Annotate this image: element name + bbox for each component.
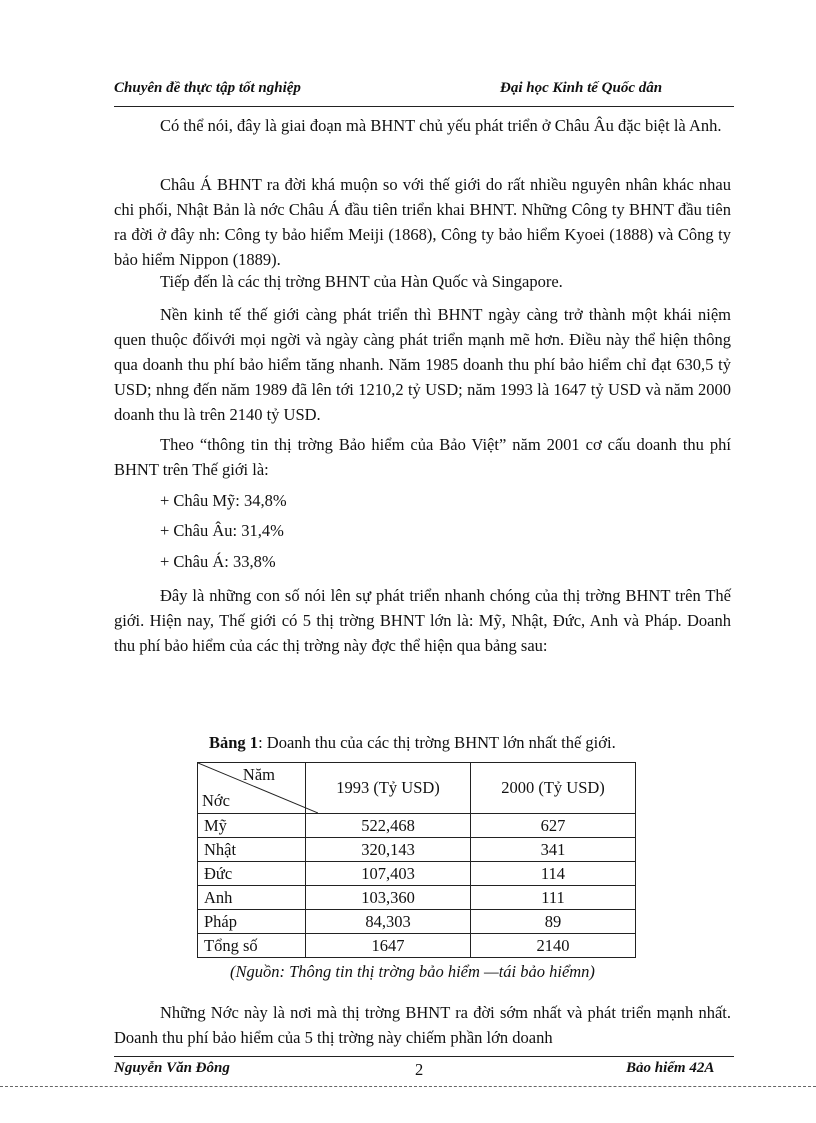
value-1993-cell: 84,303 <box>306 910 471 934</box>
bullet-asia: + Châu Á: 33,8% <box>160 552 276 571</box>
table-row <box>198 838 636 862</box>
header-left-title: Chuyên đề thực tập tốt nghiệp <box>114 80 301 96</box>
header-rule <box>114 106 734 107</box>
country-cell: Nhật <box>198 838 306 862</box>
bullet-americas: + Châu Mỹ: 34,8% <box>160 491 287 510</box>
table-total-row <box>198 934 636 958</box>
table-row <box>198 862 636 886</box>
value-2000-cell: 89 <box>471 910 636 934</box>
value-1993-cell: 522,468 <box>306 814 471 838</box>
paragraph-1: Có thể nói, đây là giai đoạn mà BHNT chủ yếu phát triển ở Châu Âu đặc biệt là Anh. <box>160 116 722 135</box>
table-row <box>198 814 636 838</box>
table-caption-label: Bảng 1 <box>209 733 259 752</box>
bullet-europe: + Châu Âu: 31,4% <box>160 521 284 540</box>
footer-author: Nguyễn Văn Đông <box>114 1060 230 1076</box>
value-2000-cell: 341 <box>471 838 636 862</box>
paragraph-3: Tiếp đến là các thị trờng BHNT của Hàn Quốc và Singapore. <box>160 272 563 291</box>
paragraph-7: Những Nớc này là nơi mà thị trờng BHNT ra đời sớm nhất và phát triển mạnh nhất. Doanh thu phí bảo hiểm của 5 thị trờng này chiếm phần lớn doanh <box>114 1003 731 1047</box>
revenue-table <box>197 762 636 958</box>
value-1993-cell: 1647 <box>306 934 471 958</box>
value-2000-cell: 627 <box>471 814 636 838</box>
value-1993-cell: 320,143 <box>306 838 471 862</box>
paragraph-2: Châu Á BHNT ra đời khá muộn so với thế giới do rất nhiều nguyên nhân khác nhau chi phối, Nhật Bản là nớc Châu Á đầu tiên triển khai BHNT. Những Công ty BHNT đầu tiên ra đời ở đây nh: Công ty bảo hiểm Meiji (1868), Công ty bảo hiểm Kyoei (1888) và Công ty bảo hiểm Nippon (1889). <box>114 175 731 269</box>
corner-year-label: Năm <box>242 765 275 784</box>
paragraph-6: Đây là những con số nói lên sự phát triển nhanh chóng của thị trờng BHNT trên Thế giới. Hiện nay, Thế giới có 5 thị trờng BHNT lớn là: Mỹ, Nhật, Đức, Anh và Pháp. Doanh thu phí bảo hiểm của các thị trờng này đợc thể hiện qua bảng sau: <box>114 586 731 655</box>
country-cell: Mỹ <box>198 814 306 838</box>
country-cell: Đức <box>198 862 306 886</box>
country-cell: Anh <box>198 886 306 910</box>
page-break-line <box>0 1086 816 1087</box>
table-row <box>198 910 636 934</box>
header-right-title: Đại học Kinh tế Quốc dân <box>500 80 663 96</box>
paragraph-5: Theo “thông tin thị trờng Bảo hiểm của Bảo Việt” năm 2001 cơ cấu doanh thu phí BHNT trên Thế giới là: <box>114 435 731 479</box>
country-cell: Tổng số <box>198 934 306 958</box>
column-header-2000: 2000 (Tỷ USD) <box>471 763 636 814</box>
paragraph-4: Nền kinh tế thế giới càng phát triển thì BHNT ngày càng trở thành một khái niệm quen thuộc đốivới mọi ngời và ngày càng phát triển mạnh mẽ hơn. Điều này thể hiện thông qua doanh thu phí bảo hiểm tăng nhanh. Năm 1985 doanh thu phí bảo hiểm chỉ đạt 630,5 tỷ USD; nhng đến năm 1989 đã lên tới 1210,2 tỷ USD; năm 1993 là 1647 tỷ USD và năm 2000 doanh thu là trên 2140 tỷ USD. <box>114 305 731 424</box>
footer-rule <box>114 1056 734 1057</box>
value-2000-cell: 111 <box>471 886 636 910</box>
table-header-row <box>198 763 636 814</box>
table-row <box>198 886 636 910</box>
table-source-note: (Nguồn: Thông tin thị trờng bảo hiểm —tái bảo hiểmn) <box>230 962 595 981</box>
value-1993-cell: 103,360 <box>306 886 471 910</box>
table-corner-cell <box>198 763 306 814</box>
country-cell: Pháp <box>198 910 306 934</box>
value-2000-cell: 2140 <box>471 934 636 958</box>
value-1993-cell: 107,403 <box>306 862 471 886</box>
column-header-1993: 1993 (Tỷ USD) <box>306 763 471 814</box>
footer-page-number: 2 <box>415 1060 424 1079</box>
corner-country-label: Nớc <box>202 791 230 810</box>
table-caption <box>209 733 616 753</box>
value-2000-cell: 114 <box>471 862 636 886</box>
table-caption-text: : Doanh thu của các thị trờng BHNT lớn nhất thế giới. <box>258 733 616 752</box>
footer-class: Bảo hiểm 42A <box>626 1060 715 1076</box>
